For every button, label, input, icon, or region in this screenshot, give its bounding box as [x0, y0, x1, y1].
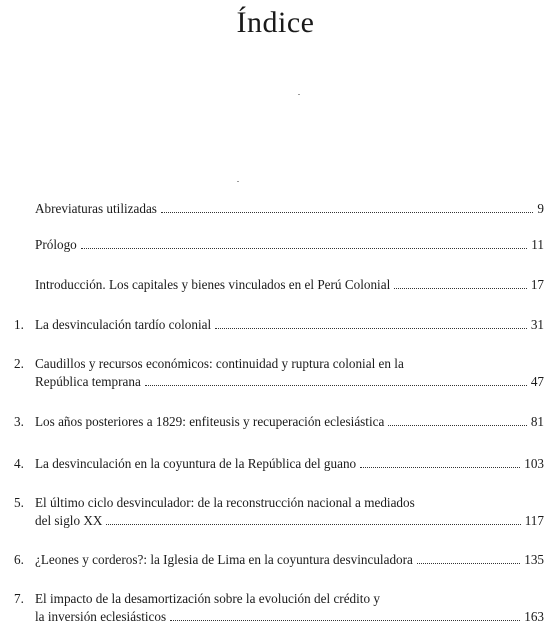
- toc-entry-chapter-1: [14, 316, 544, 334]
- toc-entry-title: La desvinculación en la coyuntura de la República del guano: [35, 456, 357, 471]
- toc-entry-title: Caudillos y recursos económicos: continuidad y ruptura colonial en la: [35, 356, 404, 371]
- dot-leader: [394, 288, 527, 289]
- toc-entry-number: 5.: [14, 495, 24, 510]
- toc-page-number: 163: [524, 609, 544, 624]
- toc-entry-title: ¿Leones y corderos?: la Iglesia de Lima en la coyuntura desvinculadora: [35, 552, 413, 567]
- toc-entry-title: Prólogo: [35, 237, 77, 252]
- dot-leader: [170, 620, 520, 621]
- toc-entry-number: 1.: [14, 317, 24, 332]
- toc-entry-chapter-4: [14, 455, 544, 473]
- dot-leader: [106, 524, 520, 525]
- dot-leader: [417, 563, 520, 564]
- dot-leader: [161, 212, 533, 213]
- toc-page-number: 117: [524, 513, 544, 528]
- toc-entry-prologo: [14, 236, 544, 254]
- toc-entry-abreviaturas: [14, 200, 544, 218]
- print-speck: [237, 181, 239, 182]
- toc-entry-chapter-5: [14, 494, 544, 530]
- toc-entry-chapter-6: [14, 551, 544, 569]
- toc-entry-chapter-7: [14, 590, 544, 626]
- toc-page-number: 81: [530, 414, 544, 429]
- toc-entry-introduccion: [14, 276, 544, 294]
- toc-page-number: 47: [530, 374, 544, 389]
- toc-page-number: 9: [537, 201, 544, 216]
- toc-page-number: 31: [530, 317, 544, 332]
- toc-entry-chapter-2: [14, 355, 544, 391]
- page-title: Índice: [236, 6, 315, 39]
- toc-entry-title: El último ciclo desvinculador: de la reconstrucción nacional a mediados: [35, 495, 415, 510]
- toc-entry-title: Los años posteriores a 1829: enfiteusis y recuperación eclesiástica: [35, 414, 385, 429]
- toc-page-number: 103: [524, 456, 544, 471]
- toc-entry-title: El impacto de la desamortización sobre la evolución del crédito y: [35, 591, 380, 606]
- toc-entry-number: 7.: [14, 591, 24, 606]
- toc-page-number: 135: [524, 552, 544, 567]
- toc-entry-number: 4.: [14, 456, 24, 471]
- toc-entry-title-continued: la inversión eclesiásticos: [35, 609, 167, 624]
- toc-entry-title: La desvinculación tardío colonial: [35, 317, 212, 332]
- dot-leader: [388, 425, 526, 426]
- toc-page-number: 17: [530, 277, 544, 292]
- toc-entry-title: Abreviaturas utilizadas: [35, 201, 157, 216]
- toc-entry-number: 2.: [14, 356, 24, 371]
- toc-entry-chapter-3: [14, 413, 544, 431]
- toc-entry-title: Introducción. Los capitales y bienes vinculados en el Perú Colonial: [35, 277, 391, 292]
- toc-page-number: 11: [531, 237, 544, 252]
- dot-leader: [215, 328, 527, 329]
- dot-leader: [145, 385, 527, 386]
- dot-leader: [360, 467, 520, 468]
- print-speck: [298, 94, 300, 95]
- toc-entry-number: 3.: [14, 414, 24, 429]
- toc-entry-title-continued: República temprana: [35, 374, 141, 389]
- dot-leader: [81, 248, 528, 249]
- toc-entry-title-continued: del siglo XX: [35, 513, 103, 528]
- toc-entry-number: 6.: [14, 552, 24, 567]
